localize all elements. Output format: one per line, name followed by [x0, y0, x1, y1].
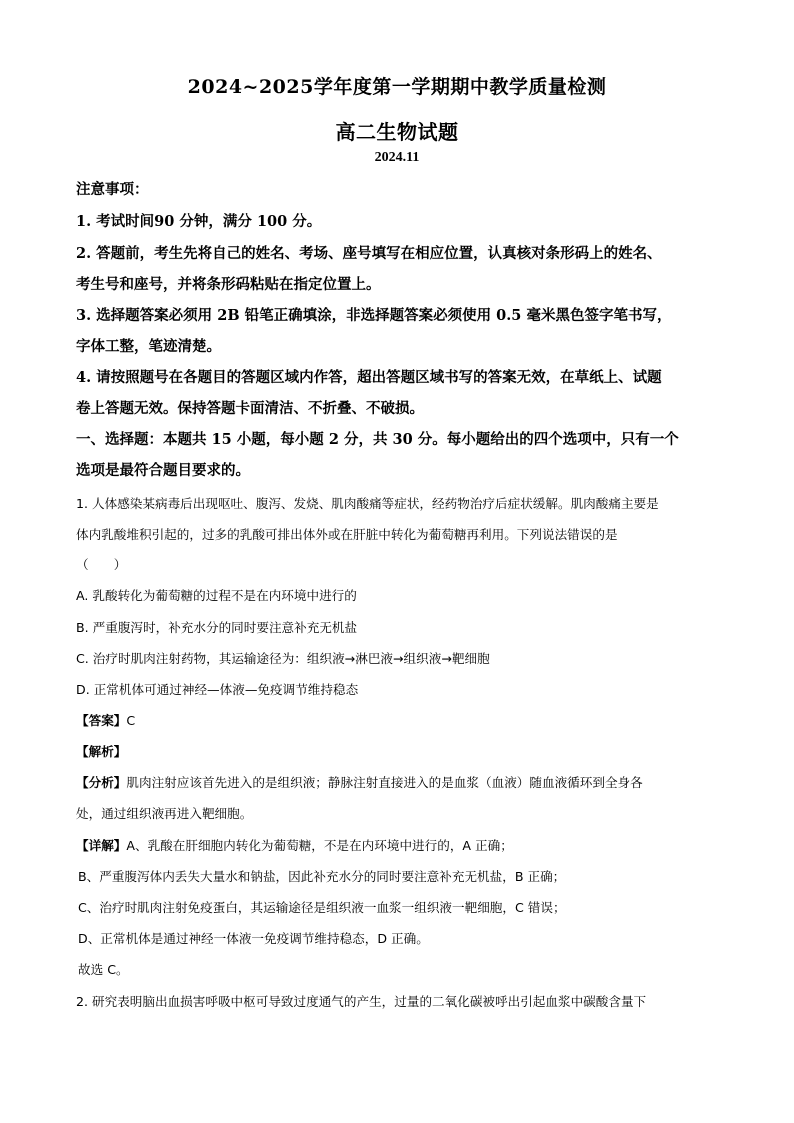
notice-heading: 注意事项： [76, 181, 149, 198]
fenxi-text: 肌肉注射应该首先进入的是组织液；静脉注射直接进入的是血浆（血液）随血液循环到全身各 [126, 775, 643, 790]
answer-value: C [126, 713, 136, 728]
q1-detail-line-a [76, 836, 726, 856]
notice-item-2-cont: 考生号和座号，并将条形码粘贴在指定位置上。 [76, 276, 381, 293]
fenxi-tag: 【分析】 [76, 775, 127, 790]
q1-detail-line-b: B、严重腹泻体内丢失大量水和钠盐，因此补充水分的同时要注意补充无机盐，B 正确； [78, 869, 566, 884]
answer-tag: 【答案】 [76, 713, 127, 728]
q1-stem-line-1: 1. 人体感染某病毒后出现呕吐、腹泻、发烧、肌肉酸痛等症状，经药物治疗后症状缓解。肌肉酸痛主要是 [76, 496, 659, 511]
exam-title: 2024~2025学年度第一学期期中教学质量检测 [187, 76, 607, 98]
xiangjie-tag: 【详解】 [76, 838, 127, 853]
notice-item-4: 4. 请按照题号在各题目的答题区域内作答，超出答题区域书写的答案无效，在草纸上、试题 [76, 369, 662, 386]
q1-detail-line-c: C、治疗时肌肉注射免疫蛋白，其运输途径是组织液一血浆一组织液一靶细胞，C 错误； [78, 900, 566, 915]
q1-detail-line-d: D、正常机体是通过神经一体液一免疫调节维持稳态，D 正确。 [78, 931, 429, 946]
notice-item-4-cont: 卷上答题无效。保持答题卡面清洁、不折叠、不破损。 [76, 400, 424, 417]
q1-fenxi-line-1 [76, 773, 726, 793]
q1-option-a: A. 乳酸转化为葡萄糖的过程不是在内环境中进行的 [76, 588, 357, 603]
notice-item-3-cont: 字体工整，笔迹清楚。 [76, 338, 221, 355]
q1-analysis-tag [76, 742, 726, 762]
section-heading: 一、选择题：本题共 15 小题，每小题 2 分，共 30 分。每小题给出的四个选项中，只有一个 [76, 431, 679, 448]
q1-fenxi-line-2: 处，通过组织液再进入靶细胞。 [76, 806, 253, 821]
q1-option-c: C. 治疗时肌肉注射药物，其运输途径为：组织液→淋巴液→组织液→靶细胞 [76, 651, 490, 666]
notice-item-3: 3. 选择题答案必须用 2B 铅笔正确填涂，非选择题答案必须使用 0.5 毫米黑色签字笔书写， [76, 307, 672, 324]
q1-conclusion: 故选 C。 [78, 962, 129, 977]
q1-stem-line-2: 体内乳酸堆积引起的，过多的乳酸可排出体外或在肝脏中转化为葡萄糖再利用。下列说法错误的是 [76, 527, 618, 542]
notice-item-1: 1. 考试时间90 分钟，满分 100 分。 [76, 213, 322, 230]
notice-item-2: 2. 答题前，考生先将自己的姓名、考场、座号填写在相应位置，认真核对条形码上的姓名、 [76, 245, 662, 262]
q1-answer [76, 711, 726, 731]
q1-option-d: D. 正常机体可通过神经—体液—免疫调节维持稳态 [76, 682, 359, 697]
q1-option-b: B. 严重腹泻时，补充水分的同时要注意补充无机盐 [76, 620, 358, 635]
detail-a-text: A、乳酸在肝细胞内转化为葡萄糖，不是在内环境中进行的，A 正确； [126, 838, 513, 853]
exam-date: 2024.11 [374, 150, 420, 165]
exam-subtitle: 高二生物试题 [335, 120, 459, 144]
section-heading-cont: 选项是最符合题目要求的。 [76, 462, 250, 479]
analysis-tag: 【解析】 [76, 744, 127, 759]
q1-answer-bracket: （ ） [76, 557, 127, 572]
q2-stem-line-1: 2. 研究表明脑出血损害呼吸中枢可导致过度通气的产生，过量的二氧化碳被呼出引起血浆中碳酸含量下 [76, 994, 647, 1009]
